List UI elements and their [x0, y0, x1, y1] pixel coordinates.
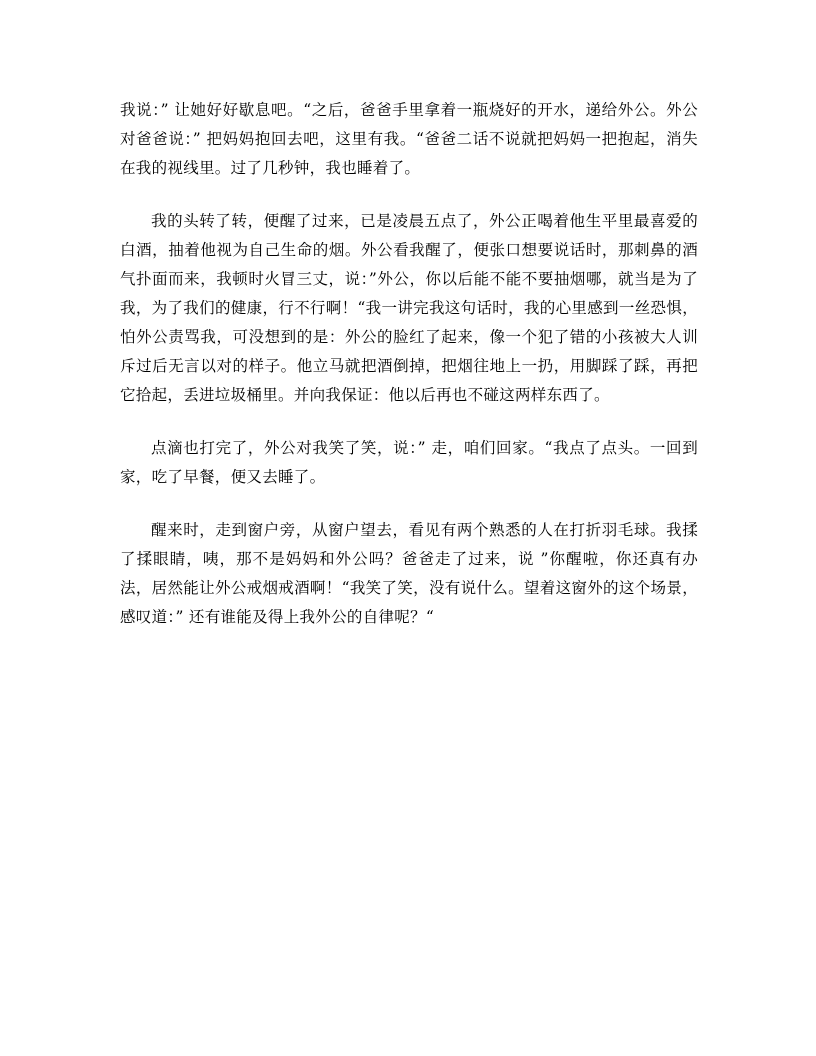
paragraph-2: 我的头转了转，便醒了过来，已是凌晨五点了，外公正喝着他生平里最喜爱的白酒，抽着他视为自己生命的烟。外公看我醒了，便张口想要说话时，那刺鼻的酒气扑面而来，我顿时火冒三丈，说：”外公，你以后能不能不要抽烟哪，就当是为了我，为了我们的健康，行不行啊！“我一讲完我这句话时，我的心里感到一丝恐惧，怕外公责骂我，可没想到的是：外公的脸红了起来，像一个犯了错的小孩被大人训斥过后无言以对的样子。他立马就把酒倒掉，把烟往地上一扔，用脚踩了踩，再把它拾起，丢进垃圾桶里。并向我保证：他以后再也不碰这两样东西了。 [120, 212, 698, 404]
paragraph-4: 醒来时，走到窗户旁，从窗户望去，看见有两个熟悉的人在打折羽毛球。我揉了揉眼睛，咦，那不是妈妈和外公吗？爸爸走了过来，说 ”你醒啦，你还真有办法，居然能让外公戒烟戒酒啊！“我笑了笑，没有说什么。望着这窗外的这个场景，感叹道：” 还有谁能及得上我外公的自律呢？“ [120, 521, 698, 626]
paragraph-1: 我说：” 让她好好歇息吧。“之后，爸爸手里拿着一瓶烧好的开水，递给外公。外公对爸爸说：” 把妈妈抱回去吧，这里有我。“爸爸二话不说就把妈妈一把抱起，消失在我的视线里。过了几秒钟，我也睡着了。 [120, 101, 698, 177]
document-page [120, 96, 698, 656]
paragraph-3: 点滴也打完了，外公对我笑了笑，说：” 走，咱们回家。“我点了点头。一回到家，吃了早餐，便又去睡了。 [120, 439, 698, 486]
